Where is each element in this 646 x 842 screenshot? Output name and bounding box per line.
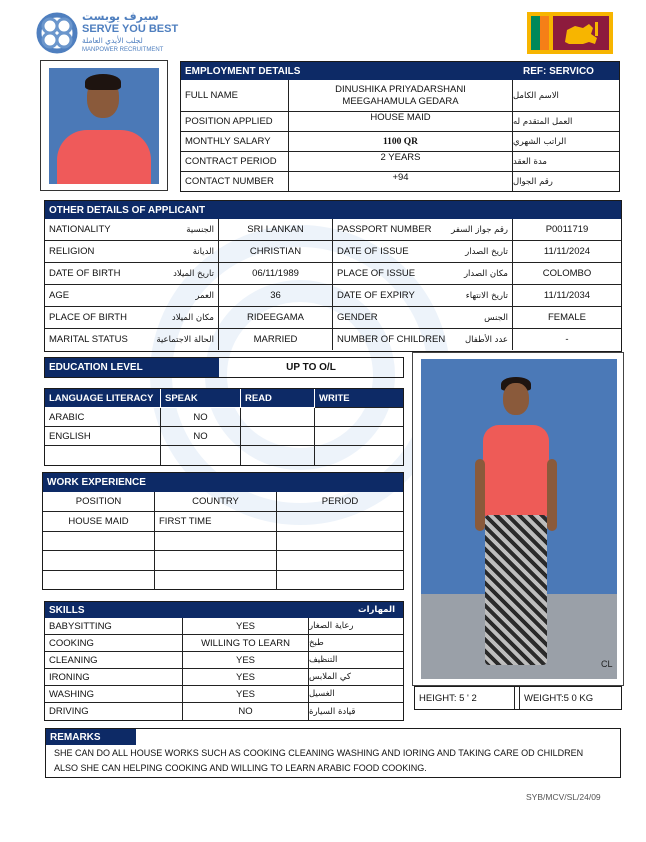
document-reference-footer: SYB/MCV/SL/24/09 — [526, 792, 601, 802]
contact-number-label: CONTACT NUMBER — [181, 172, 289, 191]
position-applied-value: HOUSE MAID — [289, 112, 513, 132]
right-field-label: NUMBER OF CHILDREN — [337, 334, 446, 345]
contact-number-value: +94 — [289, 172, 513, 191]
work-header-position: POSITION — [43, 492, 155, 512]
other-details-right-value: COLOMBO — [513, 263, 621, 285]
full-name-label: FULL NAME — [181, 80, 289, 112]
monthly-salary-value: 1100 QR — [289, 132, 513, 152]
contract-period-arabic-label: مدة العقد — [513, 152, 619, 172]
lion-icon — [553, 16, 609, 50]
portrait-photo — [49, 68, 159, 184]
other-details-left-value: MARRIED — [219, 329, 333, 350]
left-field-arabic-label: الحالة الاجتماعية — [156, 334, 214, 345]
remarks-title: REMARKS — [50, 731, 101, 743]
skill-arabic-label: طبخ — [309, 635, 403, 652]
work-experience-cell — [277, 551, 403, 571]
skill-value: YES — [183, 618, 309, 635]
full-body-photo-frame — [412, 352, 624, 686]
skill-value: YES — [183, 669, 309, 686]
left-field-label: MARITAL STATUS — [49, 334, 128, 345]
other-details-right-label — [333, 307, 513, 329]
logo-arabic-tagline: لجلب الأيدي العاملة — [82, 36, 143, 45]
other-details-right-label — [333, 329, 513, 350]
skill-name: COOKING — [45, 635, 183, 652]
left-field-arabic-label: تاريخ الميلاد — [173, 268, 214, 279]
education-level-label: EDUCATION LEVEL — [45, 358, 219, 377]
monthly-salary-arabic-label: الراتب الشهري — [513, 132, 619, 152]
right-field-arabic-label: الجنس — [484, 312, 508, 323]
flag-orange-stripe — [540, 16, 549, 50]
left-field-label: RELIGION — [49, 246, 95, 257]
right-field-label: PASSPORT NUMBER — [337, 224, 432, 235]
other-details-right-value: 11/11/2024 — [513, 241, 621, 263]
photo-mark: CL — [601, 659, 613, 669]
logo-arabic-name: سيرف يوبست — [82, 10, 159, 23]
figure-left-arm — [475, 459, 485, 531]
remarks-line-1: SHE CAN DO ALL HOUSE WORKS SUCH AS COOKING CLEANING WASHING AND IORING AND TAKING CARE OD CHILDREN — [54, 748, 584, 758]
skill-arabic-label: الغسيل — [309, 686, 403, 703]
other-details-left-label — [45, 241, 219, 263]
left-field-arabic-label: الديانة — [192, 246, 214, 257]
remarks-box — [45, 728, 621, 778]
language-literacy-table — [44, 388, 404, 466]
language-skill-value — [241, 408, 315, 427]
skill-name: CLEANING — [45, 652, 183, 669]
language-header-literacy: LANGUAGE LITERACY — [45, 389, 161, 408]
full-name-arabic-label: الاسم الكامل — [513, 80, 619, 112]
work-experience-cell — [277, 532, 403, 552]
language-skill-value — [241, 427, 315, 446]
right-field-arabic-label: عدد الأطفال — [464, 334, 508, 345]
contract-period-label: CONTRACT PERIOD — [181, 152, 289, 172]
right-field-label: PLACE OF ISSUE — [337, 268, 416, 279]
language-skill-value — [315, 427, 403, 446]
position-applied-label: POSITION APPLIED — [181, 112, 289, 132]
other-details-left-label — [45, 307, 219, 329]
work-experience-cell — [155, 532, 277, 552]
skill-value: WILLING TO LEARN — [183, 635, 309, 652]
right-field-label: GENDER — [337, 312, 378, 323]
skill-value: YES — [183, 652, 309, 669]
left-field-arabic-label: مكان الميلاد — [171, 312, 214, 323]
left-field-arabic-label: الجنسية — [186, 224, 214, 235]
language-skill-value: NO — [161, 427, 241, 446]
other-details-right-label — [333, 219, 513, 241]
remarks-line-2: ALSO SHE CAN HELPING COOKING AND WILLING TO LEARN ARABIC FOOD COOKING. — [54, 763, 427, 773]
work-experience-cell — [43, 551, 155, 571]
position-applied-arabic-label: العمل المتقدم له — [513, 112, 619, 132]
work-experience-cell — [155, 551, 277, 571]
figure-skirt — [485, 515, 547, 665]
work-experience-cell — [277, 571, 403, 591]
language-skill-value: NO — [161, 408, 241, 427]
other-details-left-value: 36 — [219, 285, 333, 307]
figure-shirt — [483, 425, 549, 517]
skill-name: DRIVING — [45, 703, 183, 720]
other-details-left-label — [45, 263, 219, 285]
skill-value: NO — [183, 703, 309, 720]
work-header-period: PERIOD — [277, 492, 403, 512]
skill-arabic-label: التنظيف — [309, 652, 403, 669]
education-level-value: UP TO O/L — [286, 362, 336, 373]
right-field-arabic-label: تاريخ الصدار — [465, 246, 508, 257]
other-details-right-value: 11/11/2034 — [513, 285, 621, 307]
language-name: ARABIC — [45, 408, 161, 427]
other-details-right-label — [333, 241, 513, 263]
left-field-label: DATE OF BIRTH — [49, 268, 121, 279]
monthly-salary-label: MONTHLY SALARY — [181, 132, 289, 152]
other-details-right-label — [333, 263, 513, 285]
language-skill-value — [241, 446, 315, 465]
logo-emblem-icon — [36, 12, 78, 54]
language-name: ENGLISH — [45, 427, 161, 446]
work-experience-cell — [155, 571, 277, 591]
work-experience-header — [43, 473, 403, 492]
other-details-title: OTHER DETAILS OF APPLICANT — [49, 204, 206, 216]
portrait-photo-frame — [40, 60, 168, 191]
other-details-table — [44, 200, 622, 352]
other-details-left-value: SRI LANKAN — [219, 219, 333, 241]
work-experience-cell: FIRST TIME — [155, 512, 277, 532]
weight-field: WEIGHT:5 0 KG — [519, 687, 621, 709]
other-details-right-value: FEMALE — [513, 307, 621, 329]
height-field: HEIGHT: 5 ' 2 — [415, 687, 515, 709]
right-field-arabic-label: رقم جواز السفر — [451, 224, 508, 235]
logo-tagline: MANPOWER RECRUITMENT — [82, 47, 164, 53]
portrait-hair — [85, 74, 121, 90]
figure-head — [503, 383, 529, 415]
right-field-arabic-label: تاريخ الانتهاء — [465, 290, 508, 301]
work-experience-table — [42, 472, 404, 590]
work-experience-title: WORK EXPERIENCE — [47, 477, 146, 488]
language-header-write: WRITE — [315, 389, 403, 408]
other-details-left-value: RIDEEGAMA — [219, 307, 333, 329]
employment-details-title: EMPLOYMENT DETAILS — [185, 65, 301, 77]
remarks-header — [46, 729, 136, 745]
full-name-value: DINUSHIKA PRIYADARSHANI MEEGAHAMULA GEDARA — [289, 80, 513, 112]
skill-name: BABYSITTING — [45, 618, 183, 635]
other-details-right-label — [333, 285, 513, 307]
skill-arabic-label: كي الملابس — [309, 669, 403, 686]
other-details-left-label — [45, 219, 219, 241]
reference-code: REF: SERVICO — [523, 65, 594, 77]
height-weight-table — [414, 686, 622, 710]
skills-title-arabic: المهارات — [358, 605, 395, 615]
work-experience-cell: HOUSE MAID — [43, 512, 155, 532]
work-experience-cell — [277, 512, 403, 532]
right-field-arabic-label: مكان الصدار — [463, 268, 508, 279]
sri-lanka-flag — [527, 12, 613, 54]
contact-number-arabic-label: رقم الجوال — [513, 176, 553, 187]
language-name — [45, 446, 161, 465]
other-details-right-value: P0011719 — [513, 219, 621, 241]
language-header-speak: SPEAK — [161, 389, 241, 408]
employment-details-header — [181, 62, 619, 80]
other-details-right-value: - — [565, 334, 569, 345]
other-details-header — [45, 201, 621, 219]
other-details-left-value: 06/11/1989 — [219, 263, 333, 285]
other-details-left-label — [45, 329, 219, 350]
flag-green-stripe — [531, 16, 540, 50]
logo-english-name: SERVE YOU BEST — [82, 23, 179, 35]
left-field-label: NATIONALITY — [49, 224, 111, 235]
left-field-label: PLACE OF BIRTH — [49, 312, 127, 323]
other-details-left-value: CHRISTIAN — [219, 241, 333, 263]
skill-arabic-label: قيادة السيارة — [309, 706, 356, 717]
right-field-label: DATE OF EXPIRY — [337, 290, 415, 301]
skills-header — [45, 602, 403, 618]
language-header-read: READ — [241, 389, 315, 408]
skill-value: YES — [183, 686, 309, 703]
skill-name: WASHING — [45, 686, 183, 703]
skill-name: IRONING — [45, 669, 183, 686]
full-body-photo — [421, 359, 617, 679]
work-experience-cell — [43, 532, 155, 552]
work-experience-cell — [43, 571, 155, 591]
contract-period-value: 2 YEARS — [289, 152, 513, 172]
other-details-left-label — [45, 285, 219, 307]
skills-table — [44, 601, 404, 721]
skills-title: SKILLS — [49, 604, 85, 616]
education-level-table — [44, 357, 404, 378]
company-logo — [36, 10, 186, 56]
portrait-shirt — [57, 130, 151, 184]
left-field-arabic-label: العمر — [195, 290, 214, 301]
language-skill-value — [161, 446, 241, 465]
work-header-country: COUNTRY — [155, 492, 277, 512]
skill-arabic-label: رعاية الصغار — [309, 618, 403, 635]
language-skill-value — [315, 408, 403, 427]
employment-details-table — [180, 61, 620, 192]
figure-right-arm — [547, 459, 557, 531]
left-field-label: AGE — [49, 290, 70, 301]
right-field-label: DATE OF ISSUE — [337, 246, 409, 257]
language-skill-value — [315, 446, 403, 465]
